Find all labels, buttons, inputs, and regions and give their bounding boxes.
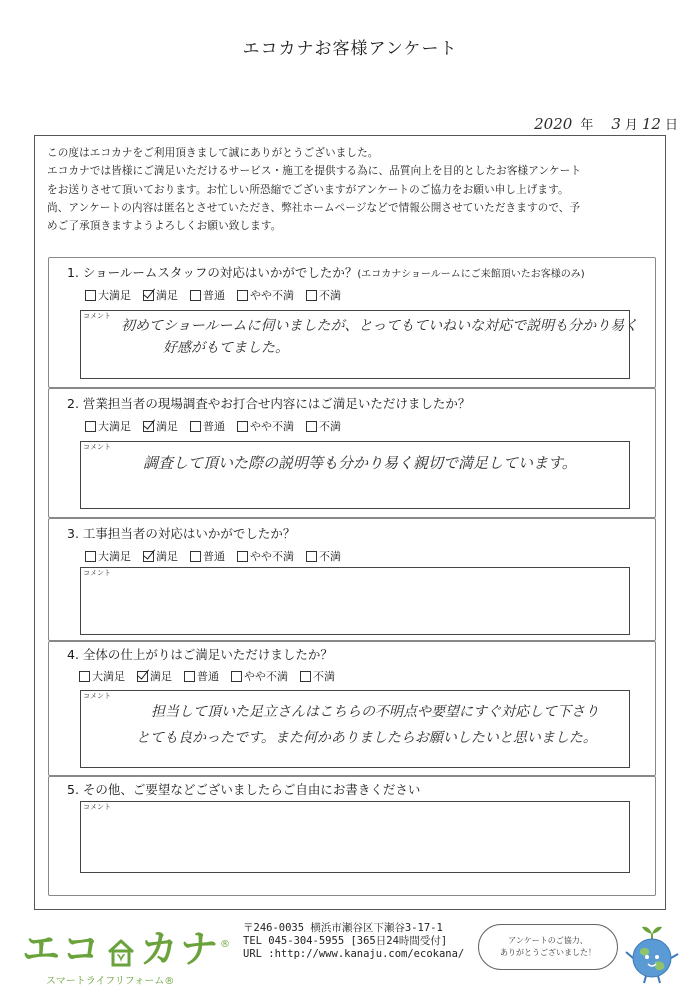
option-2[interactable]: [143, 287, 178, 303]
thanks-bubble: [478, 924, 618, 970]
checkbox[interactable]: [237, 290, 248, 301]
option-label: やや不満: [244, 670, 288, 683]
option-5[interactable]: [306, 548, 341, 564]
option-3[interactable]: [190, 418, 225, 434]
question-1-comment-line: 初めてショールームに伺いましたが、とってもていねいな対応で説明も分かり易く: [121, 318, 639, 334]
comment-label: コメント: [83, 443, 111, 451]
question-1-options: [85, 287, 353, 303]
bubble-line: アンケートのご協力、: [508, 936, 588, 945]
question-4-title: 4. 全体の仕上がりはご満足いただけましたか？: [67, 647, 333, 662]
page-title: エコカナお客様アンケート: [242, 39, 458, 59]
question-5-comment-box[interactable]: [80, 801, 630, 873]
option-label: 普通: [203, 550, 225, 563]
footer: [0, 920, 700, 990]
option-5[interactable]: [306, 287, 341, 303]
option-3[interactable]: [184, 668, 219, 684]
question-3-title: 3. 工事担当者の対応はいかがでしたか？: [67, 526, 296, 541]
question-1: [48, 257, 656, 388]
option-4[interactable]: [237, 418, 294, 434]
option-label: 大満足: [92, 670, 125, 683]
checkbox[interactable]: [306, 421, 317, 432]
logo-right-text: カナ: [140, 927, 221, 971]
question-2-options: [85, 418, 353, 434]
comment-label: コメント: [83, 803, 111, 811]
option-label: やや不満: [250, 420, 294, 433]
bubble-line: ありがとうございました！: [500, 948, 596, 957]
comment-label: コメント: [83, 692, 111, 700]
checkbox[interactable]: [237, 421, 248, 432]
question-3: [48, 518, 656, 641]
house-icon: [106, 934, 136, 964]
option-label: 満足: [156, 550, 178, 563]
question-2-title: 2. 営業担当者の現場調査やお打合せ内容にはご満足いただけましたか？: [67, 396, 471, 411]
option-label: 不満: [319, 420, 341, 433]
option-label: 不満: [313, 670, 335, 683]
checkbox[interactable]: [300, 671, 311, 682]
option-label: 普通: [197, 670, 219, 683]
tel-line: TEL 045-304-5955 [365日24時間受付]: [243, 935, 448, 947]
survey-frame: [34, 135, 666, 910]
question-1-comment-line: 好感がもてました。: [163, 340, 289, 356]
checkbox[interactable]: [85, 551, 96, 562]
date-day: 12: [641, 115, 661, 133]
option-label: 満足: [156, 289, 178, 302]
checkbox[interactable]: [190, 290, 201, 301]
intro-line: この度はエコカナをご利用頂きまして誠にありがとうございました。: [47, 147, 379, 159]
question-4-comment-line: とても良かったです。また何かありましたらお願いしたいと思いました。: [136, 730, 597, 746]
question-2-comment-line: 調査して頂いた際の説明等も分かり易く親切で満足しています。: [143, 454, 577, 472]
checkbox[interactable]: [184, 671, 195, 682]
date-month-unit: 月: [624, 118, 638, 133]
option-3[interactable]: [190, 548, 225, 564]
option-label: 満足: [150, 670, 172, 683]
checkbox[interactable]: [85, 290, 96, 301]
checkbox[interactable]: [143, 551, 154, 562]
option-2[interactable]: [143, 418, 178, 434]
option-5[interactable]: [306, 418, 341, 434]
checkbox[interactable]: [143, 290, 154, 301]
question-2-comment-box[interactable]: [80, 441, 630, 509]
date-day-unit: 日: [664, 118, 678, 133]
earth-mascot-icon: [622, 920, 682, 986]
option-3[interactable]: [190, 287, 225, 303]
option-label: 不満: [319, 550, 341, 563]
option-1[interactable]: [79, 668, 125, 684]
question-5-title: 5. その他、ご要望などございましたらご自由にお書きください: [67, 782, 421, 797]
option-label: 大満足: [98, 289, 131, 302]
option-label: 不満: [319, 289, 341, 302]
option-4[interactable]: [231, 668, 288, 684]
checkbox[interactable]: [306, 551, 317, 562]
survey-date: [534, 114, 678, 133]
question-5: [48, 776, 656, 896]
option-1[interactable]: [85, 418, 131, 434]
address-line: 〒246-0035 横浜市瀬谷区下瀬谷3-17-1: [243, 922, 443, 934]
option-label: 大満足: [98, 550, 131, 563]
option-5[interactable]: [300, 668, 335, 684]
checkbox[interactable]: [237, 551, 248, 562]
question-3-options: [85, 548, 353, 564]
option-2[interactable]: [143, 548, 178, 564]
option-label: 大満足: [98, 420, 131, 433]
logo-left-text: エコ: [22, 927, 103, 971]
url-line[interactable]: URL :http://www.kanaju.com/ecokana/: [243, 948, 465, 960]
question-4: [48, 641, 656, 776]
checkbox[interactable]: [79, 671, 90, 682]
intro-line: めご了承頂きますようよろしくお願い致します。: [47, 220, 282, 233]
option-1[interactable]: [85, 287, 131, 303]
checkbox[interactable]: [85, 421, 96, 432]
date-year: 2020: [534, 115, 573, 133]
option-label: 普通: [203, 289, 225, 302]
checkbox[interactable]: [231, 671, 242, 682]
option-4[interactable]: [237, 287, 294, 303]
comment-label: コメント: [83, 569, 111, 577]
option-1[interactable]: [85, 548, 131, 564]
checkbox[interactable]: [190, 551, 201, 562]
intro-line: 尚、アンケートの内容は匿名とさせていただき、弊社ホームページなどで情報公開させていただきますので、予: [47, 201, 581, 214]
question-1-title: [67, 263, 585, 281]
option-label: 満足: [156, 420, 178, 433]
question-4-comment-box[interactable]: [80, 690, 630, 768]
option-label: 普通: [203, 420, 225, 433]
checkbox[interactable]: [137, 671, 148, 682]
question-1-comment-box[interactable]: [80, 310, 639, 379]
option-label: やや不満: [250, 550, 294, 563]
date-year-unit: 年: [580, 118, 594, 133]
checkbox[interactable]: [143, 421, 154, 432]
intro-line: エコカナでは皆様にご満足いただけるサービス・施工を提供する為に、品質向上を目的としたお客様アンケート: [47, 165, 582, 178]
question-1-text: 1. ショールームスタッフの対応はいかがでしたか？: [67, 265, 358, 280]
checkbox[interactable]: [306, 290, 317, 301]
question-1-note: (エコカナショールームにご来館頂いたお客様のみ): [357, 269, 585, 280]
question-4-options: [79, 668, 347, 684]
ecokana-logo: [22, 924, 232, 987]
logo-tagline: スマートライフリフォーム®: [46, 976, 175, 987]
intro-line: をお送りさせて頂いております。お忙しい所恐縮でございますがアンケートのご協力をお願い申し上げます。: [47, 183, 569, 196]
option-label: やや不満: [250, 289, 294, 302]
date-month: 3: [611, 115, 621, 133]
comment-label: コメント: [83, 312, 111, 320]
question-3-comment-box[interactable]: [80, 567, 630, 635]
question-2: [48, 388, 656, 518]
option-2[interactable]: [137, 668, 172, 684]
company-address: [243, 922, 464, 961]
question-4-comment-line: 担当して頂いた足立さんはこちらの不明点や要望にすぐ対応して下さり: [151, 704, 599, 720]
option-4[interactable]: [237, 548, 294, 564]
intro-text: [47, 144, 659, 235]
logo-registered-mark: ®: [220, 939, 233, 950]
checkbox[interactable]: [190, 421, 201, 432]
